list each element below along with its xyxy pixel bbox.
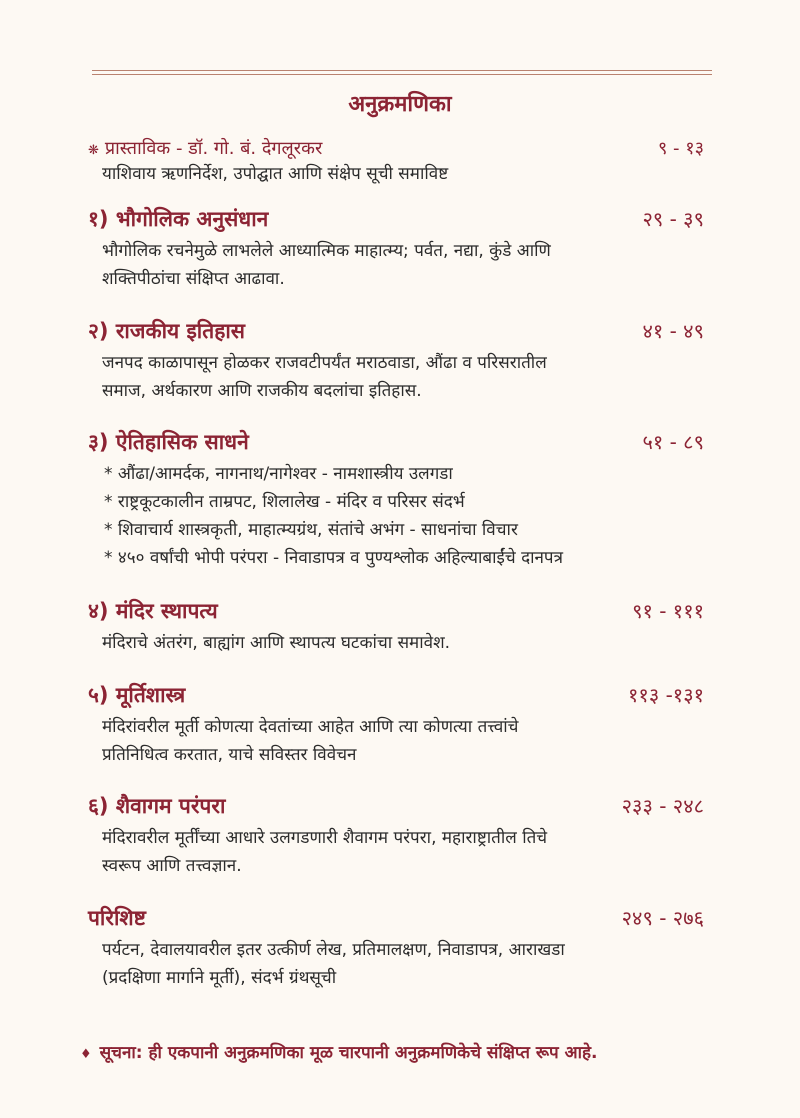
top-rule-1	[92, 70, 712, 71]
section-pages: २३३ - २४८	[621, 794, 704, 818]
section-historical-sources	[88, 428, 708, 572]
section-line: पर्यटन, देवालयावरील इतर उत्कीर्ण लेख, प्रतिमालक्षण, निवाडापत्र, आराखडा	[102, 940, 565, 960]
section-title: १) भौगोलिक अनुसंधान	[88, 207, 269, 231]
section-shaivagama	[88, 792, 708, 880]
footnote	[80, 1040, 730, 1063]
footnote-text: सूचना: ही एकपानी अनुक्रमणिका मूळ चारपानी अनुक्रमणिकेचे संक्षिप्त रूप आहे.	[99, 1043, 598, 1063]
diamond-icon: ♦	[80, 1047, 92, 1062]
bullet-item: * औंढा/आमर्दक, नागनाथ/नागेश्वर - नामशास्त्रीय उलगडा	[104, 464, 453, 484]
section-title: ५) मूर्तिशास्त्र	[88, 683, 186, 707]
section-geography	[88, 205, 708, 293]
section-pages: ४१ - ४९	[642, 319, 704, 343]
section-line: (प्रदक्षिणा मार्गाने मूर्ती), संदर्भ ग्रंथसूची	[102, 968, 337, 988]
section-line: स्वरूप आणि तत्त्वज्ञान.	[102, 856, 242, 876]
section-political-history	[88, 317, 708, 405]
section-title: ३) ऐतिहासिक साधने	[88, 430, 249, 454]
section-line: प्रतिनिधित्व करतात, याचे सविस्तर विवेचन	[102, 745, 357, 765]
section-line: मंदिरांवरील मूर्ती कोणत्या देवतांच्या आहेत आणि त्या कोणत्या तत्त्वांचे	[102, 717, 519, 737]
bullet-item: * राष्ट्रकूटकालीन ताम्रपट, शिलालेख - मंदिर व परिसर संदर्भ	[104, 492, 465, 512]
section-line: समाज, अर्थकारण आणि राजकीय बदलांचा इतिहास.	[102, 381, 422, 401]
intro-label: प्रास्ताविक - डॉ. गो. बं. देगलूरकर	[104, 138, 323, 159]
section-pages: २४९ - २७६	[621, 906, 704, 930]
section-title: परिशिष्ट	[88, 906, 146, 930]
section-pages: ९१ - १११	[632, 599, 704, 623]
section-title: २) राजकीय इतिहास	[88, 319, 246, 343]
section-appendix	[88, 904, 708, 992]
section-line: शक्तिपीठांचा संक्षिप्त आढावा.	[102, 269, 285, 289]
intro-pages: ९ - १३	[657, 138, 704, 159]
section-line: मंदिरावरील मूर्तींच्या आधारे उलगडणारी शैवागम परंपरा, महाराष्ट्रातील तिचे	[102, 828, 548, 848]
bullet-item: * ४५० वर्षांची भोपी परंपरा - निवाडापत्र व पुण्यश्लोक अहिल्याबाईंचे दानपत्र	[104, 548, 563, 568]
section-line: मंदिराचे अंतरंग, बाह्यांग आणि स्थापत्य घटकांचा समावेश.	[102, 633, 451, 653]
section-title: ४) मंदिर स्थापत्य	[88, 599, 218, 623]
section-pages: २९ - ३९	[642, 207, 704, 231]
section-pages: ११३ -१३१	[628, 683, 704, 707]
section-line: भौगोलिक रचनेमुळे लाभलेले आध्यात्मिक माहात्म्य; पर्वत, नद्या, कुंडे आणि	[102, 241, 551, 261]
section-title: ६) शैवागम परंपरा	[88, 794, 226, 818]
top-rule-2	[92, 74, 712, 75]
intro-entry	[88, 136, 708, 188]
asterisk-icon: ❋	[88, 143, 99, 158]
section-iconography	[88, 681, 708, 769]
page-title: अनुक्रमणिका	[348, 92, 452, 117]
bullet-item: * शिवाचार्य शास्त्रकृती, माहात्म्यग्रंथ, संतांचे अभंग - साधनांचा विचार	[104, 520, 518, 540]
section-line: जनपद काळापासून होळकर राजवटीपर्यंत मराठवाडा, औंढा व परिसरातील	[102, 353, 547, 373]
section-temple-architecture	[88, 597, 708, 657]
section-pages: ५१ - ८९	[642, 430, 704, 454]
intro-desc: याशिवाय ऋणनिर्देश, उपोद्घात आणि संक्षेप सूची समाविष्ट	[102, 164, 449, 184]
